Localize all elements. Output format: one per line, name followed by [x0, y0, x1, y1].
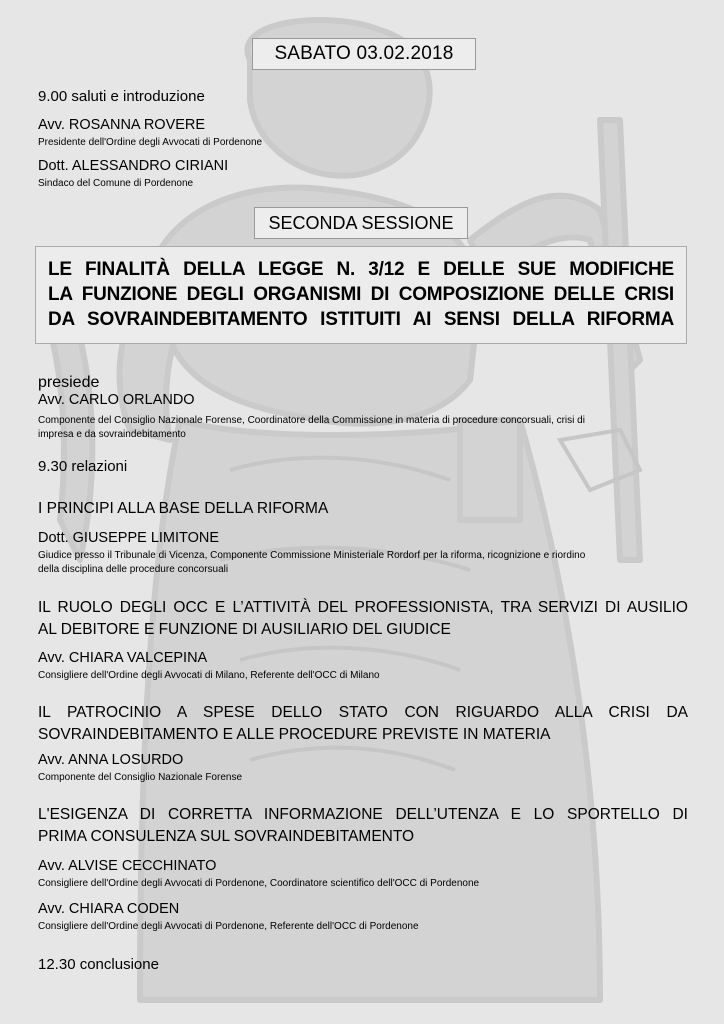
speaker-role: Componente del Consiglio Nazionale Forense: [38, 772, 243, 783]
chair-label: presiede: [38, 374, 100, 391]
speaker-role: Consigliere dell'Ordine degli Avvocati di Pordenone, Referente dell'OCC di Pordenone: [38, 921, 419, 932]
session-title-line: LA FUNZIONE DEGLI ORGANISMI DI COMPOSIZIONE DELLE CRISI: [48, 284, 674, 305]
closing-time: 12.30 conclusione: [38, 956, 159, 973]
talk-title: IL PATROCINIO A SPESE DELLO STATO CON RIGUARDO ALLA CRISI DA: [38, 704, 688, 721]
chair-role: impresa e da sovraindebitamento: [38, 429, 186, 440]
session-title-line: DA SOVRAINDEBITAMENTO ISTITUITI AI SENSI DELLA RIFORMA: [48, 309, 674, 330]
talk-title: I PRINCIPI ALLA BASE DELLA RIFORMA: [38, 500, 329, 517]
speaker-role: Giudice presso il Tribunale di Vicenza, Componente Commissione Ministeriale Rordorf per la riforma, ricognizione e riordino: [38, 550, 586, 561]
reports-time: 9.30 relazioni: [38, 458, 128, 475]
session-title-line: LE FINALITÀ DELLA LEGGE N. 3/12 E DELLE SUE MODIFICHE: [48, 259, 674, 280]
speaker-role: della disciplina delle procedure concorsuali: [38, 564, 229, 575]
speaker-name: Dott. GIUSEPPE LIMITONE: [38, 530, 220, 546]
speaker-name: Avv. ROSANNA ROVERE: [38, 117, 206, 133]
chair-name: Avv. CARLO ORLANDO: [38, 392, 195, 408]
speaker-role: Presidente dell'Ordine degli Avvocati di Pordenone: [38, 137, 263, 148]
chair-role: Componente del Consiglio Nazionale Forense, Coordinatore della Commissione in materia di procedure concorsuali, crisi di: [38, 415, 585, 426]
speaker-role: Consigliere dell'Ordine degli Avvocati di Milano, Referente dell'OCC di Milano: [38, 670, 380, 681]
speaker-name: Dott. ALESSANDRO CIRIANI: [38, 158, 229, 174]
session-label: SECONDA SESSIONE: [254, 207, 468, 239]
talk-title: SOVRAINDEBITAMENTO E ALLE PROCEDURE PREVISTE IN MATERIA: [38, 726, 551, 743]
speaker-name: Avv. ANNA LOSURDO: [38, 752, 184, 768]
talk-title: IL RUOLO DEGLI OCC E L’ATTIVITÀ DEL PROFESSIONISTA, TRA SERVIZI DI AUSILIO: [38, 599, 688, 616]
opening-time: 9.00 saluti e introduzione: [38, 88, 205, 105]
talk-title: PRIMA CONSULENZA SUL SOVRAINDEBITAMENTO: [38, 828, 415, 845]
speaker-name: Avv. CHIARA CODEN: [38, 901, 180, 917]
speaker-role: Sindaco del Comune di Pordenone: [38, 178, 194, 189]
talk-title: AL DEBITORE E FUNZIONE DI AUSILIARIO DEL GIUDICE: [38, 621, 451, 638]
session-title-box: [35, 246, 687, 344]
date-heading: SABATO 03.02.2018: [252, 38, 476, 70]
speaker-name: Avv. CHIARA VALCEPINA: [38, 650, 208, 666]
speaker-role: Consigliere dell'Ordine degli Avvocati di Pordenone, Coordinatore scientifico dell'OCC di Pordenone: [38, 878, 480, 889]
talk-title: L'ESIGENZA DI CORRETTA INFORMAZIONE DELL’UTENZA E LO SPORTELLO DI: [38, 806, 688, 823]
speaker-name: Avv. ALVISE CECCHINATO: [38, 858, 217, 874]
